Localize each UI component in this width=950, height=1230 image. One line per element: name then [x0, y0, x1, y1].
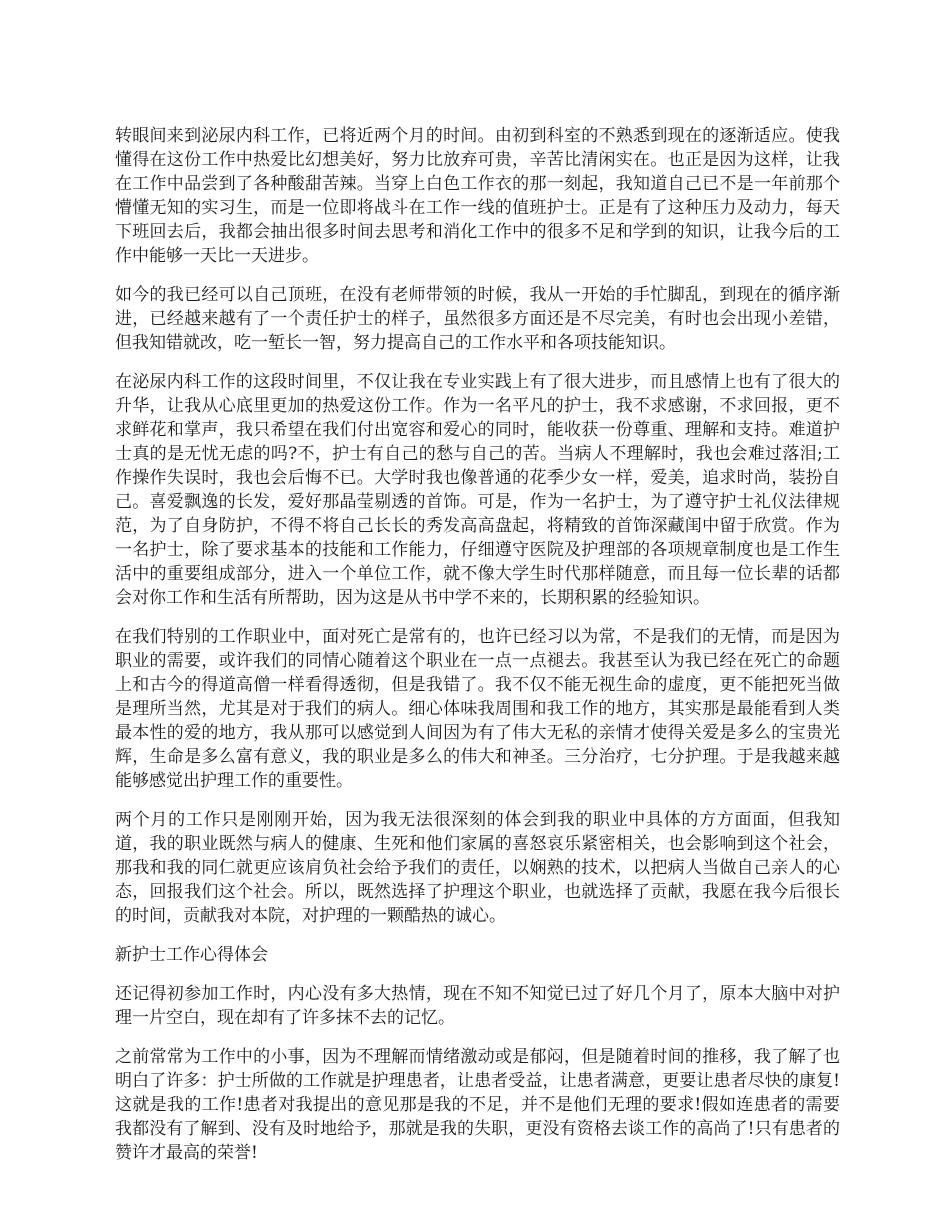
- paragraph-7: 之前常常为工作中的小事，因为不理解而情绪激动或是郁闷，但是随着时间的推移，我了解了也明白了许多：护士所做的工作就是护理患者，让患者受益，让患者满意，更要让患者尽快的康复!这就是我的工作!患者对我提出的意见那是我的不足，并不是他们无理的要求!假如连患者的需要我都没有了解到、没有及时地给予，那就是我的失职，更没有资格去谈工作的高尚了!只有患者的赞许才最高的荣誉!: [115, 1047, 840, 1163]
- paragraph-5: 两个月的工作只是刚刚开始，因为我无法很深刻的体会到我的职业中具体的方方面面，但我知道，我的职业既然与病人的健康、生死和他们家属的喜怒哀乐紧密相关，也会影响到这个社会，那我和我的同仁就更应该肩负社会给予我们的责任，以娴熟的技术，以把病人当做自己亲人的心态，回报我们这个社会。所以，既然选择了护理这个职业，也就选择了贡献，我愿在我今后很长的时间，贡献我对本院，对护理的一颗酷热的诚心。: [115, 810, 840, 926]
- paragraph-1: 转眼间来到泌尿内科工作，已将近两个月的时间。由初到科室的不熟悉到现在的逐渐适应。使我懂得在这份工作中热爱比幻想美好，努力比放弃可贵，辛苦比清闲实在。也正是因为这样，让我在工作中品尝到了各种酸甜苦辣。当穿上白色工作衣的那一刻起，我知道自己已不是一年前那个懵懂无知的实习生，而是一位即将战斗在工作一线的值班护士。正是有了这种压力及动力，每天下班回去后，我都会抽出很多时间去思考和消化工作中的很多不足和学到的知识，让我今后的工作中能够一天比一天进步。: [115, 126, 840, 266]
- paragraph-4: 在我们特别的工作职业中，面对死亡是常有的，也许已经习以为常，不是我们的无情，而是因为职业的需要，或许我们的同情心随着这个职业在一点一点褪去。我甚至认为我已经在死亡的命题上和古今的得道高僧一样看得透彻，但是我错了。我不仅不能无视生命的虚度，更不能把死当做是理所当然，尤其是对于我们的病人。细心体味我周围和我工作的地方，其实那是最能看到人类最本性的爱的地方，我从那可以感觉到人间因为有了伟大无私的亲情才使得关爱是多么的宝贵光辉，生命是多么富有意义，我的职业是多么的伟大和神圣。三分治疗，七分护理。于是我越来越能够感觉出护理工作的重要性。: [115, 627, 840, 791]
- section-title: 新护士工作心得体会: [115, 945, 268, 965]
- paragraph-6: 还记得初参加工作时，内心没有多大热情，现在不知不知觉已过了好几个月了，原本大脑中对护理一片空白，现在却有了许多抹不去的记忆。: [115, 984, 840, 1028]
- document-body: [115, 124, 840, 1180]
- paragraph-2: 如今的我已经可以自己顶班，在没有老师带领的时候，我从一开始的手忙脚乱，到现在的循序渐进，已经越来越有了一个责任护士的样子，虽然很多方面还是不尽完美，有时也会出现小差错，但我知错就改，吃一堑长一智，努力提高自己的工作水平和各项技能知识。: [115, 285, 840, 353]
- paragraph-3: 在泌尿内科工作的这段时间里，不仅让我在专业实践上有了很大进步，而且感情上也有了很大的升华，让我从心底里更加的热爱这份工作。作为一名平凡的护士，我不求感谢，不求回报，更不求鲜花和掌声，我只希望在我们付出宽容和爱心的同时，能收获一份尊重、理解和支持。难道护士真的是无忧无虑的吗?不，护士有自己的愁与自己的苦。当病人不理解时，我也会难过落泪;工作操作失误时，我也会后悔不已。大学时我也像普通的花季少女一样，爱美，追求时尚，装扮自己。喜爱飘逸的长发，爱好那晶莹剔透的首饰。可是，作为一名护士，为了遵守护士礼仪法律规范，为了自身防护，不得不将自己长长的秀发高高盘起，将精致的首饰深藏闺中留于欣赏。作为一名护士，除了要求基本的技能和工作能力，仔细遵守医院及护理部的各项规章制度也是工作生活中的重要组成部分，进入一个单位工作，就不像大学生时代那样随意，而且每一位长辈的话都会对你工作和生活有所帮助，因为这是从书中学不来的，长期积累的经验知识。: [115, 372, 840, 608]
